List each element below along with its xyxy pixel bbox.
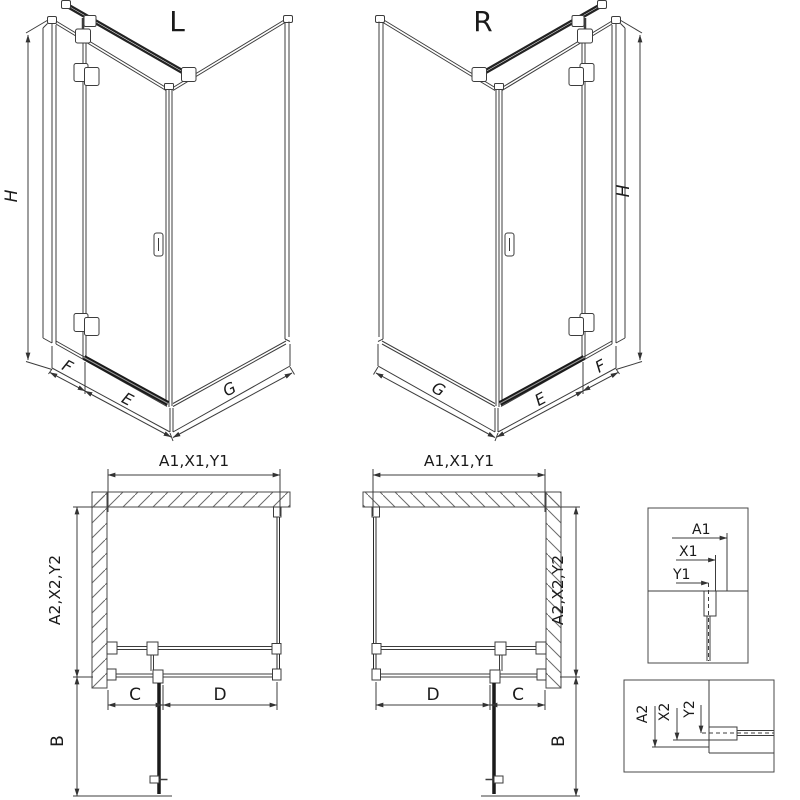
detail-box-bottom <box>624 680 774 772</box>
detail-y1-label: Y1 <box>673 567 691 583</box>
r-view-title: R <box>473 5 493 38</box>
r-height-dim-label: H <box>614 184 634 198</box>
l-door-dim-label: E <box>118 388 137 410</box>
plan-view-geometry-mirrored <box>363 469 580 796</box>
detail-y2-label: Y2 <box>682 700 698 718</box>
detail-x2-label: X2 <box>657 702 673 722</box>
r-door-dim-label: E <box>531 388 550 410</box>
l-fixed-dim-label: F <box>59 355 77 377</box>
r-fixed-dim-label: F <box>591 355 609 377</box>
r-plan-d-label: D <box>426 685 440 705</box>
l-plan-b-label: B <box>48 735 68 747</box>
l-plan-c-label: C <box>129 685 141 705</box>
l-plan-width-dim: A1,X1,Y1 <box>158 452 230 470</box>
detail-a2-label: A2 <box>635 704 651 724</box>
l-view-title: L <box>169 5 185 38</box>
l-plan-depth-dim: A2,X2,Y2 <box>46 554 64 626</box>
r-plan-b-label: B <box>549 735 569 747</box>
r-plan-depth-dim: A2,X2,Y2 <box>549 554 567 626</box>
detail-a1-label: A1 <box>692 522 711 538</box>
l-height-dim-label: H <box>2 189 22 203</box>
r-plan-c-label: C <box>512 685 524 705</box>
l-plan-d-label: D <box>213 685 227 705</box>
plan-view-geometry <box>73 469 290 796</box>
detail-x1-label: X1 <box>679 544 698 560</box>
l-side-dim-label: G <box>219 377 240 401</box>
r-plan-width-dim: A1,X1,Y1 <box>423 452 495 470</box>
r-side-dim-label: G <box>428 377 449 401</box>
